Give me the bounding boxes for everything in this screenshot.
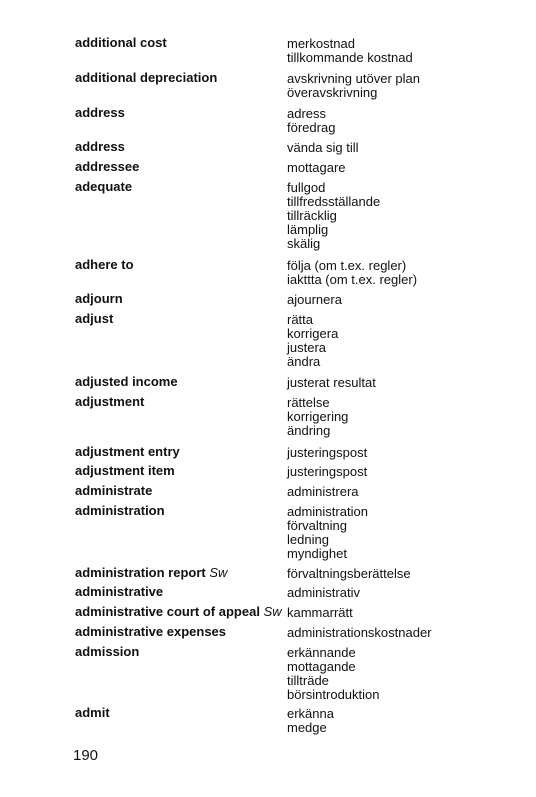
translation-line: administrativ	[287, 585, 360, 600]
translation-line: adress	[287, 106, 327, 121]
term-text: administrate	[75, 483, 153, 498]
translation-line: skälig	[287, 236, 321, 251]
entry-translations	[287, 707, 334, 735]
entry-translations	[287, 626, 432, 640]
translation-line: fullgod	[287, 180, 326, 195]
translation-line: ledning	[287, 532, 329, 547]
entry-term	[75, 71, 217, 85]
translation-line: erkänna	[287, 706, 334, 721]
entry-term	[75, 566, 227, 580]
translation-line: administration	[287, 504, 368, 519]
entry-term	[75, 464, 175, 478]
entry-translations	[287, 259, 417, 287]
translation-line: iakttta (om t.ex. regler)	[287, 272, 418, 287]
entry-translations	[287, 567, 411, 581]
entry-term	[75, 180, 132, 194]
term-text: adjustment	[75, 394, 145, 409]
entry-translations	[287, 72, 420, 100]
translation-line: ändra	[287, 354, 321, 369]
translation-line: kammarrätt	[287, 605, 353, 620]
entry-translations	[287, 181, 380, 251]
translation-line: justerat resultat	[287, 375, 376, 390]
translation-line: ändring	[287, 423, 331, 438]
translation-line: överavskrivning	[287, 85, 378, 100]
translation-line: lämplig	[287, 222, 329, 237]
term-text: adjustment item	[75, 463, 175, 478]
term-text: administration	[75, 503, 165, 518]
term-text: additional cost	[75, 35, 167, 50]
translation-line: tillräcklig	[287, 208, 337, 223]
term-text: address	[75, 105, 125, 120]
term-text: administration report	[75, 565, 206, 580]
entry-translations	[287, 396, 348, 438]
entry-term	[75, 106, 125, 120]
entry-translations	[287, 293, 342, 307]
entry-translations	[287, 446, 367, 460]
entry-translations	[287, 161, 346, 175]
term-text: admit	[75, 705, 110, 720]
translation-line: korrigera	[287, 326, 339, 341]
translation-line: mottagande	[287, 659, 356, 674]
entry-translations	[287, 376, 376, 390]
entry-translations	[287, 586, 360, 600]
entry-translations	[287, 37, 413, 65]
translation-line: administrera	[287, 484, 359, 499]
entry-term	[75, 585, 163, 599]
entry-term	[75, 312, 113, 326]
term-region-note: Sw	[263, 604, 282, 619]
translation-line: föredrag	[287, 120, 336, 135]
entry-term	[75, 605, 282, 619]
translation-line: följa (om t.ex. regler)	[287, 258, 407, 273]
translation-line: erkännande	[287, 645, 356, 660]
term-text: adjusted income	[75, 374, 178, 389]
term-text: adjourn	[75, 291, 123, 306]
translation-line: justeringspost	[287, 445, 368, 460]
translation-line: tillkommande kostnad	[287, 50, 413, 65]
term-region-note: Sw	[209, 565, 228, 580]
translation-line: avskrivning utöver plan	[287, 71, 420, 86]
entry-translations	[287, 313, 338, 369]
entry-term	[75, 36, 167, 50]
term-text: addressee	[75, 159, 140, 174]
term-text: adjustment entry	[75, 444, 180, 459]
entry-term	[75, 504, 165, 518]
translation-line: rätta	[287, 312, 314, 327]
term-text: additional depreciation	[75, 70, 218, 85]
term-text: administrative court of appeal	[75, 604, 260, 619]
entry-term	[75, 140, 125, 154]
entry-translations	[287, 107, 335, 135]
translation-line: förvaltningsberättelse	[287, 566, 411, 581]
entry-term	[75, 445, 180, 459]
translation-line: tillträde	[287, 673, 329, 688]
entry-term	[75, 395, 144, 409]
term-text: adequate	[75, 179, 133, 194]
translation-line: rättelse	[287, 395, 330, 410]
entry-term	[75, 706, 110, 720]
entry-translations	[287, 141, 359, 155]
translation-line: börsintroduktion	[287, 687, 380, 702]
term-text: adjust	[75, 311, 114, 326]
term-text: administrative expenses	[75, 624, 227, 639]
translation-line: korrigering	[287, 409, 349, 424]
entry-translations	[287, 505, 368, 561]
entry-translations	[287, 646, 380, 702]
translation-line: vända sig till	[287, 140, 359, 155]
entry-term	[75, 625, 226, 639]
entry-term	[75, 258, 134, 272]
term-text: admission	[75, 644, 140, 659]
entry-term	[75, 484, 152, 498]
entry-translations	[287, 465, 367, 479]
entry-translations	[287, 485, 359, 499]
term-text: adhere to	[75, 257, 134, 272]
translation-line: myndighet	[287, 546, 347, 561]
translation-line: merkostnad	[287, 36, 355, 51]
entry-term	[75, 292, 123, 306]
translation-line: ajournera	[287, 292, 342, 307]
page-number: 190	[73, 747, 99, 764]
translation-line: förvaltning	[287, 518, 347, 533]
translation-line: mottagare	[287, 160, 346, 175]
term-text: address	[75, 139, 125, 154]
entry-translations	[287, 606, 353, 620]
translation-line: justera	[287, 340, 327, 355]
entry-term	[75, 375, 178, 389]
translation-line: administrationskostnader	[287, 625, 432, 640]
entry-term	[75, 160, 139, 174]
term-text: administrative	[75, 584, 164, 599]
translation-line: justeringspost	[287, 464, 368, 479]
entry-term	[75, 645, 139, 659]
translation-line: medge	[287, 720, 327, 735]
translation-line: tillfredsställande	[287, 194, 381, 209]
